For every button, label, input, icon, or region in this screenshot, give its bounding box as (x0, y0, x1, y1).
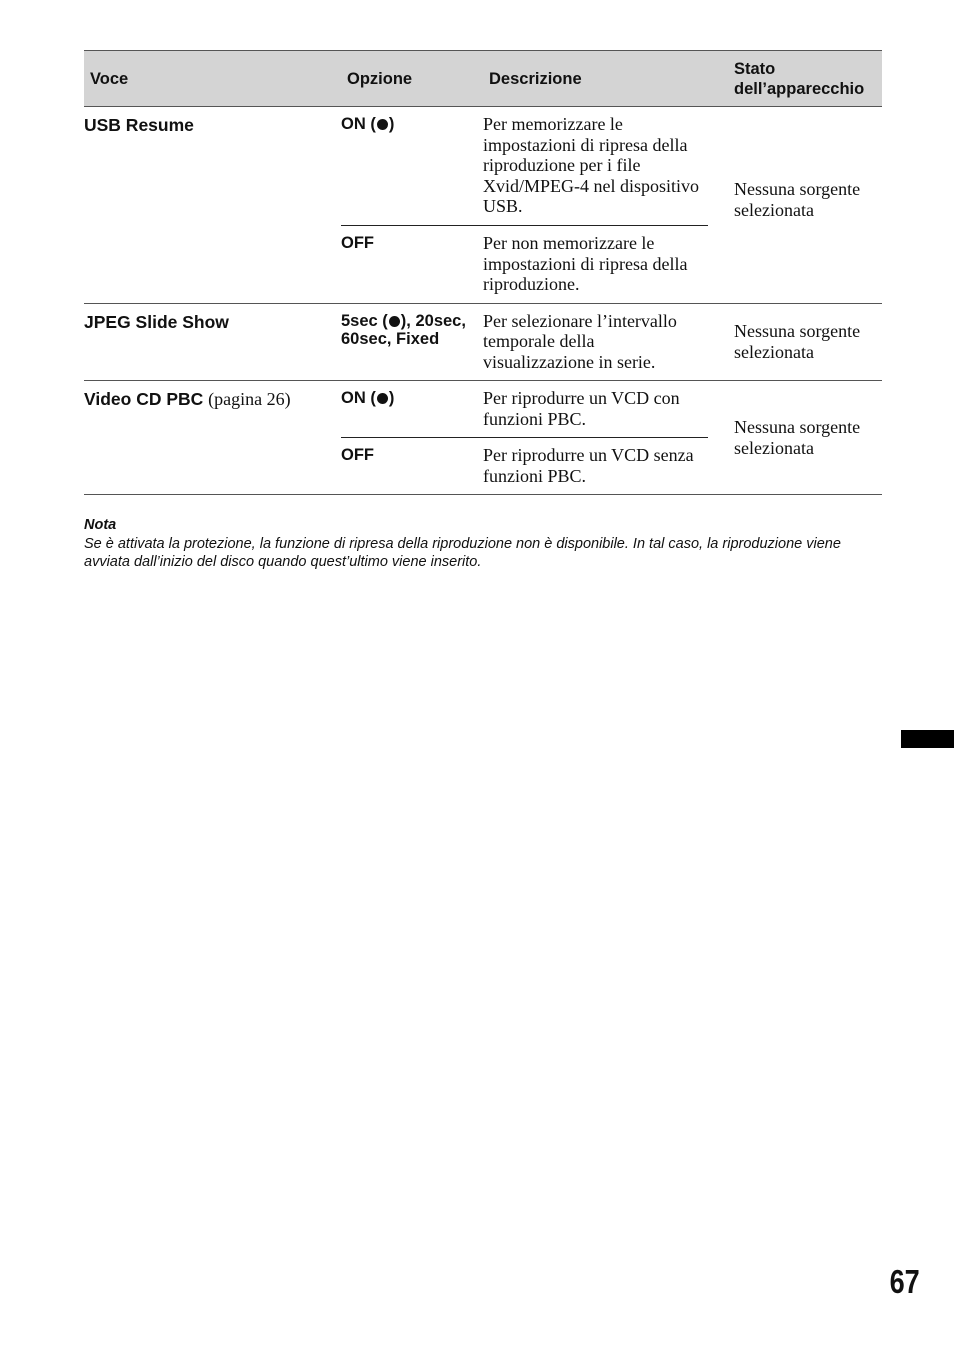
option-description: Per riprodurre un VCD senza funzioni PBC. (483, 438, 708, 495)
item-usb-resume: USB Resume (84, 107, 341, 304)
device-state: Nessuna sorgente selezionata (708, 303, 882, 381)
table-row (84, 107, 882, 226)
option-label: ON ( (341, 115, 376, 133)
filled-circle-icon (377, 119, 388, 130)
option-label: 5sec ( (341, 311, 388, 330)
option-label-suffix: ), 20sec, 60sec, Fixed (341, 311, 466, 348)
option-description: Per memorizzare le impostazioni di ripresa della riproduzione per i file Xvid/MPEG-4 nel dispositivo USB. (483, 107, 708, 226)
option-off (341, 226, 483, 304)
option-description: Per non memorizzare le impostazioni di ripresa della riproduzione. (483, 226, 708, 304)
option-on (341, 107, 483, 226)
option-off (341, 438, 483, 495)
item-jpeg-slide-show: JPEG Slide Show (84, 303, 341, 381)
header-opzione: Opzione (341, 51, 483, 107)
note-title: Nota (84, 517, 117, 533)
filled-circle-icon (377, 393, 388, 404)
settings-table (84, 50, 882, 495)
page-number: 67 (889, 1263, 920, 1300)
header-descrizione: Descrizione (483, 51, 708, 107)
item-video-cd-pbc (84, 381, 341, 495)
option-label-suffix: ) (388, 115, 395, 133)
header-voce: Voce (84, 51, 341, 107)
table-row (84, 303, 882, 381)
note-text: Se è attivata la protezione, la funzione di ripresa della riproduzione non è disponibile. In tal caso, la riproduzione viene avviata dall’inizio del disco quando quest’ultimo viene inserito. (84, 535, 841, 570)
page-reference: (pagina 26) (208, 389, 291, 409)
option-label: OFF (341, 446, 374, 464)
table-row (84, 381, 882, 438)
device-state: Nessuna sorgente selezionata (708, 107, 882, 304)
option-label-suffix: ) (388, 389, 395, 407)
option-label: ON ( (341, 389, 376, 407)
option-description: Per selezionare l’intervallo temporale della visualizzazione in serie. (483, 303, 708, 381)
option-label: OFF (341, 234, 374, 252)
note-block (84, 516, 884, 572)
header-stato: Stato dell’apparecchio (708, 51, 882, 107)
option-on (341, 381, 483, 438)
option-interval (341, 303, 483, 381)
section-tab-marker (901, 730, 954, 748)
device-state: Nessuna sorgente selezionata (708, 381, 882, 495)
filled-circle-icon (389, 316, 400, 327)
option-description: Per riprodurre un VCD con funzioni PBC. (483, 381, 708, 438)
item-label: Video CD PBC (84, 389, 204, 409)
table-header-row (84, 51, 882, 107)
